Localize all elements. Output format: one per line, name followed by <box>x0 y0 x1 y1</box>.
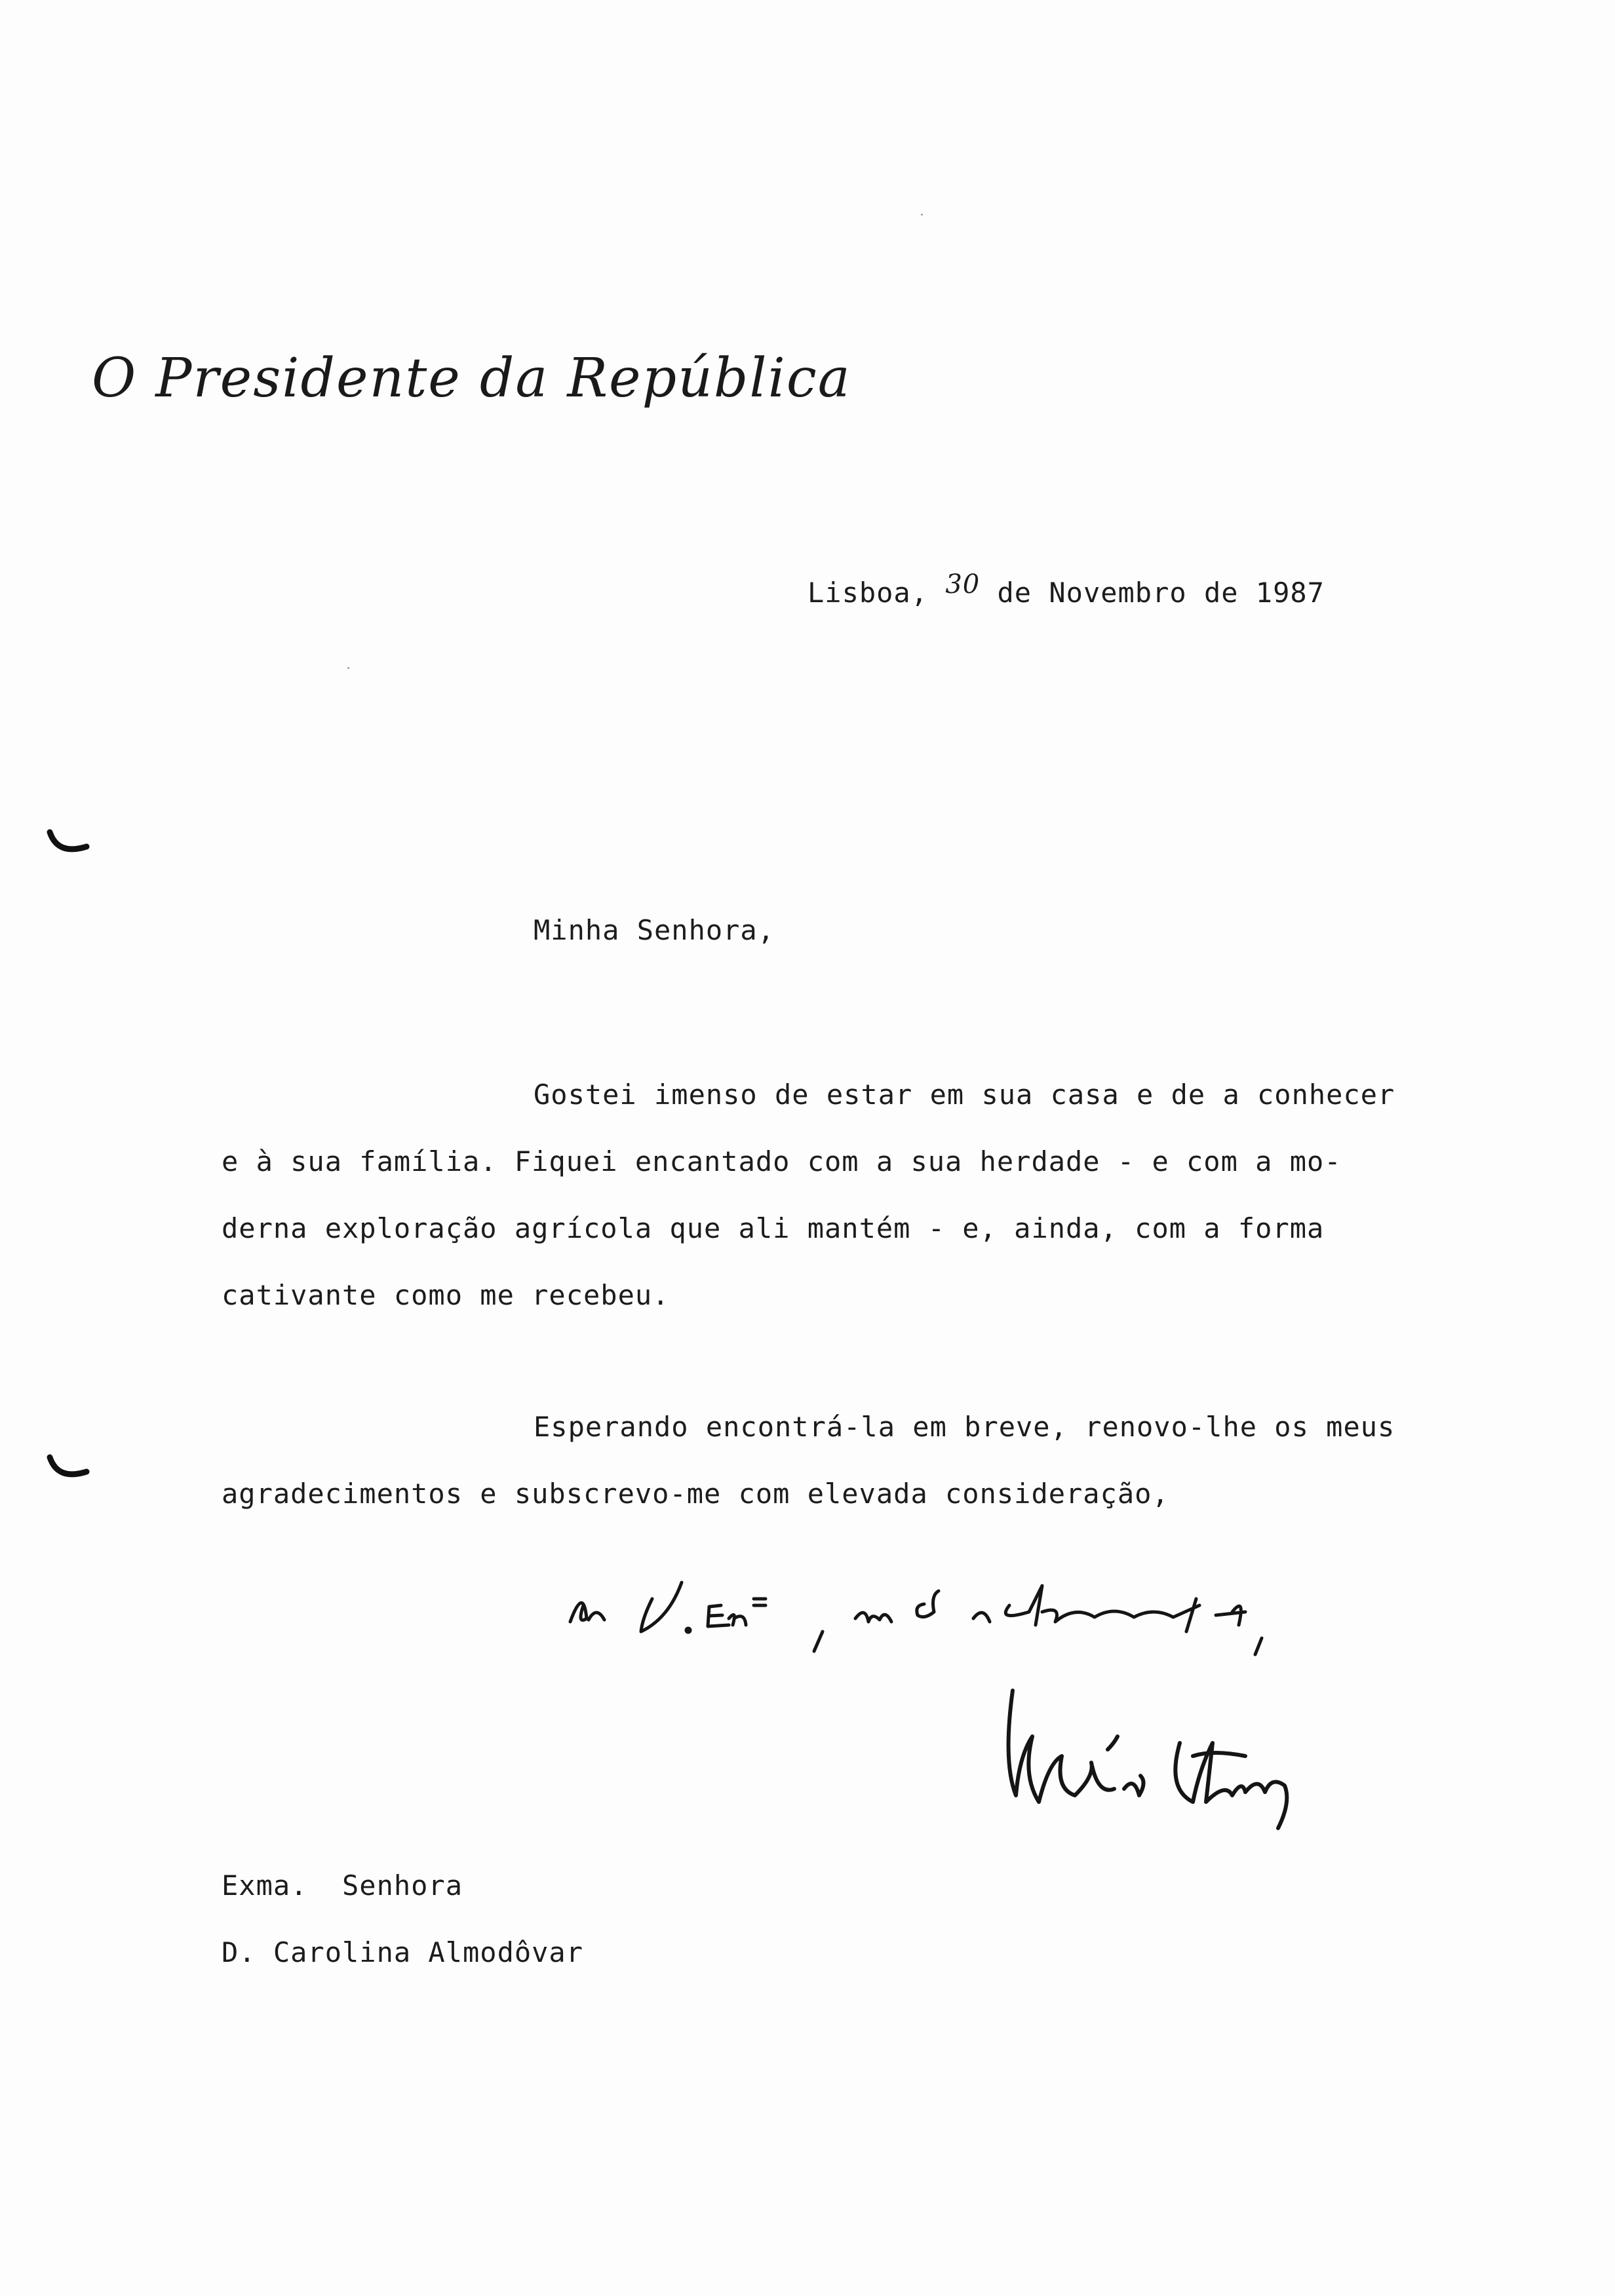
letterhead-title: O Presidente da República <box>92 347 851 410</box>
handwritten-closing <box>557 1559 1363 1658</box>
paragraph-line: Gostei imenso de estar em sua casa e de a conhecer <box>534 1079 1395 1111</box>
dateline-rest: de Novembro de 1987 <box>997 577 1325 609</box>
paragraph-line: Esperando encontrá-la em breve, renovo-lhe os meus <box>534 1411 1395 1443</box>
dateline-day-handwritten: 30 <box>945 569 981 600</box>
paragraph-line: e à sua família. Fiquei encantado com a sua herdade - e com a mo- <box>222 1145 1342 1177</box>
punch-mark-icon <box>46 1452 92 1485</box>
paragraph-line: derna exploração agrícola que ali mantém - e, ainda, com a forma <box>222 1212 1325 1244</box>
body-paragraph-1 <box>222 1062 1526 1329</box>
punch-mark-icon <box>46 827 92 860</box>
paragraph-line: cativante como me recebeu. <box>222 1279 670 1311</box>
paper-speck <box>347 667 349 669</box>
signature-scribble <box>983 1664 1350 1861</box>
recipient-line-2: D. Carolina Almodôvar <box>222 1936 584 1968</box>
body-paragraph-2 <box>222 1394 1526 1527</box>
recipient-line-1: Exma. Senhora <box>222 1869 463 1902</box>
dateline <box>808 569 1325 609</box>
dateline-place: Lisboa, <box>808 577 929 609</box>
salutation: Minha Senhora, <box>534 914 775 946</box>
paper-speck <box>921 214 923 216</box>
paragraph-line: agradecimentos e subscrevo-me com elevada consideração, <box>222 1478 1169 1510</box>
